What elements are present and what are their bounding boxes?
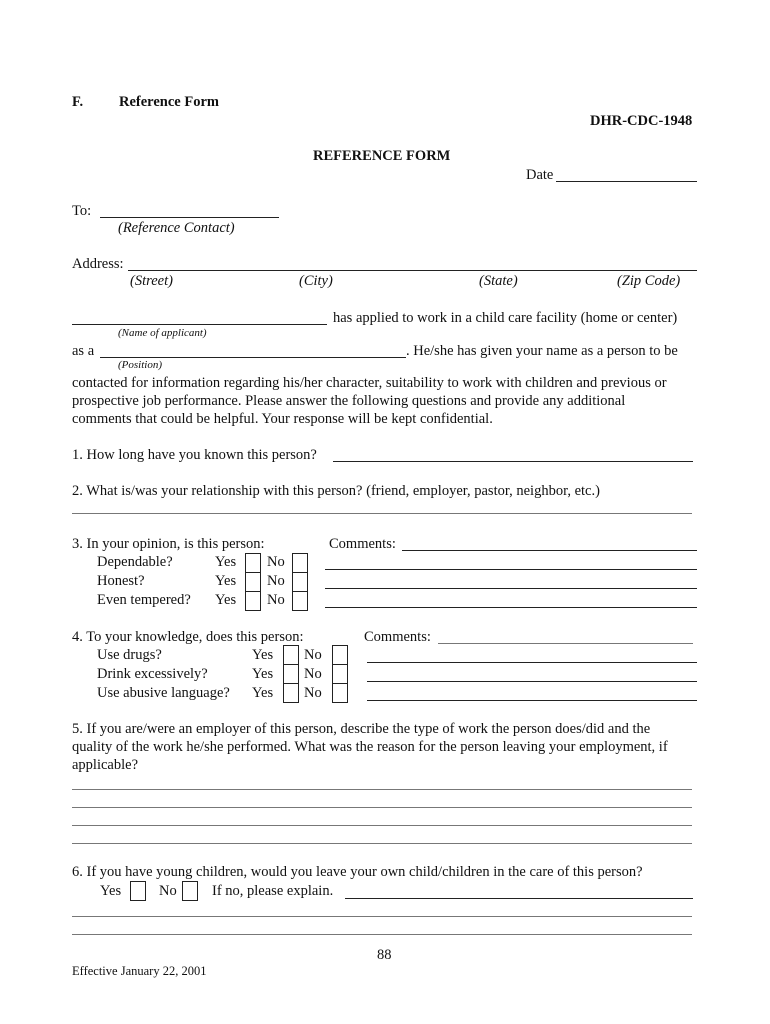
question-5-line-3: applicable? — [72, 757, 139, 773]
q6-yes-label: Yes — [100, 883, 122, 899]
q4-abusive-yes-label: Yes — [252, 685, 274, 701]
applied-text: has applied to work in a child care facility (home or center) — [333, 310, 678, 326]
date-label: Date — [526, 167, 554, 183]
q6-answer-line-2[interactable] — [72, 934, 692, 935]
q4-item-drugs: Use drugs? — [97, 647, 162, 663]
question-5-answer-line-4[interactable] — [72, 843, 692, 844]
question-5-line-1: 5. If you are/were an employer of this person, describe the type of work the person does/did and the — [72, 721, 651, 737]
q3-honest-no-checkbox[interactable] — [292, 572, 308, 592]
position-field[interactable] — [100, 357, 406, 358]
q3-comment-line-1[interactable] — [325, 569, 697, 570]
question-6: 6. If you have young children, would you leave your own child/children in the care of this person? — [72, 864, 643, 880]
address-label: Address: — [72, 256, 124, 272]
address-field[interactable] — [128, 270, 697, 271]
question-1: 1. How long have you known this person? — [72, 447, 317, 463]
date-field[interactable] — [556, 181, 697, 182]
q4-abusive-no-checkbox[interactable] — [332, 683, 348, 703]
to-label: To: — [72, 203, 92, 219]
q3-even-tempered-no-label: No — [267, 592, 285, 608]
question-1-answer[interactable] — [333, 461, 693, 462]
q4-item-drink: Drink excessively? — [97, 666, 208, 682]
q4-drugs-no-checkbox[interactable] — [332, 645, 348, 665]
q3-dependable-yes-label: Yes — [215, 554, 237, 570]
q4-drink-no-label: No — [304, 666, 322, 682]
question-3-comments-label: Comments: — [329, 536, 396, 552]
question-4-comments-label: Comments: — [364, 629, 431, 645]
intro-line-1: contacted for information regarding his/her character, suitability to work with children and previous or — [72, 375, 667, 391]
street-caption: (Street) — [130, 273, 173, 289]
intro-line-3: comments that could be helpful. Your response will be kept confidential. — [72, 411, 493, 427]
applicant-name-field[interactable] — [72, 324, 327, 325]
footer-effective-date: Effective January 22, 2001 — [72, 964, 207, 978]
page-number: 88 — [377, 947, 392, 963]
q4-comment-line-2[interactable] — [367, 681, 697, 682]
q4-abusive-yes-checkbox[interactable] — [283, 683, 299, 703]
q6-yes-checkbox[interactable] — [130, 881, 146, 901]
q4-abusive-no-label: No — [304, 685, 322, 701]
q6-explain-label: If no, please explain. — [212, 883, 334, 899]
state-caption: (State) — [479, 273, 518, 289]
section-letter: F. — [72, 94, 84, 110]
question-3: 3. In your opinion, is this person: — [72, 536, 265, 552]
q3-honest-yes-label: Yes — [215, 573, 237, 589]
question-4-comment-line[interactable] — [438, 643, 693, 644]
q3-item-honest: Honest? — [97, 573, 145, 589]
question-2: 2. What is/was your relationship with this person? (friend, employer, pastor, neighbor, etc.) — [72, 483, 600, 499]
q3-even-tempered-no-checkbox[interactable] — [292, 591, 308, 611]
q4-drugs-yes-label: Yes — [252, 647, 274, 663]
question-3-comment-line[interactable] — [402, 550, 697, 551]
q3-dependable-yes-checkbox[interactable] — [245, 553, 261, 573]
reference-contact-field[interactable] — [100, 217, 279, 218]
q4-drink-yes-checkbox[interactable] — [283, 664, 299, 684]
question-5-answer-line-3[interactable] — [72, 825, 692, 826]
q3-item-dependable: Dependable? — [97, 554, 173, 570]
q3-honest-no-label: No — [267, 573, 285, 589]
q6-explain-line[interactable] — [345, 898, 693, 899]
q3-dependable-no-label: No — [267, 554, 285, 570]
question-5-answer-line-2[interactable] — [72, 807, 692, 808]
intro-line-2: prospective job performance. Please answer the following questions and provide any additional — [72, 393, 626, 409]
q3-dependable-no-checkbox[interactable] — [292, 553, 308, 573]
q6-no-label: No — [159, 883, 177, 899]
zip-caption: (Zip Code) — [617, 273, 681, 289]
position-caption: (Position) — [118, 359, 162, 371]
q4-comment-line-1[interactable] — [367, 662, 697, 663]
city-caption: (City) — [299, 273, 333, 289]
form-code: DHR-CDC-1948 — [590, 113, 693, 129]
q4-comment-line-3[interactable] — [367, 700, 697, 701]
q3-even-tempered-yes-checkbox[interactable] — [245, 591, 261, 611]
reference-contact-caption: (Reference Contact) — [118, 220, 235, 236]
q3-honest-yes-checkbox[interactable] — [245, 572, 261, 592]
as-a-text: as a — [72, 343, 95, 359]
question-5-line-2: quality of the work he/she performed. What was the reason for the person leaving your employment, if — [72, 739, 668, 755]
q4-drugs-no-label: No — [304, 647, 322, 663]
section-title: Reference Form — [119, 94, 219, 110]
q6-answer-line-1[interactable] — [72, 916, 692, 917]
given-name-text: . He/she has given your name as a person to be — [406, 343, 678, 359]
q4-drink-no-checkbox[interactable] — [332, 664, 348, 684]
question-4: 4. To your knowledge, does this person: — [72, 629, 304, 645]
q4-item-abusive-language: Use abusive language? — [97, 685, 230, 701]
q6-no-checkbox[interactable] — [182, 881, 198, 901]
q3-even-tempered-yes-label: Yes — [215, 592, 237, 608]
applicant-name-caption: (Name of applicant) — [118, 327, 207, 339]
q4-drugs-yes-checkbox[interactable] — [283, 645, 299, 665]
form-title: REFERENCE FORM — [313, 148, 451, 164]
q3-comment-line-2[interactable] — [325, 588, 697, 589]
q4-drink-yes-label: Yes — [252, 666, 274, 682]
question-2-answer[interactable] — [72, 513, 692, 514]
q3-item-even-tempered: Even tempered? — [97, 592, 191, 608]
question-5-answer-line-1[interactable] — [72, 789, 692, 790]
q3-comment-line-3[interactable] — [325, 607, 697, 608]
